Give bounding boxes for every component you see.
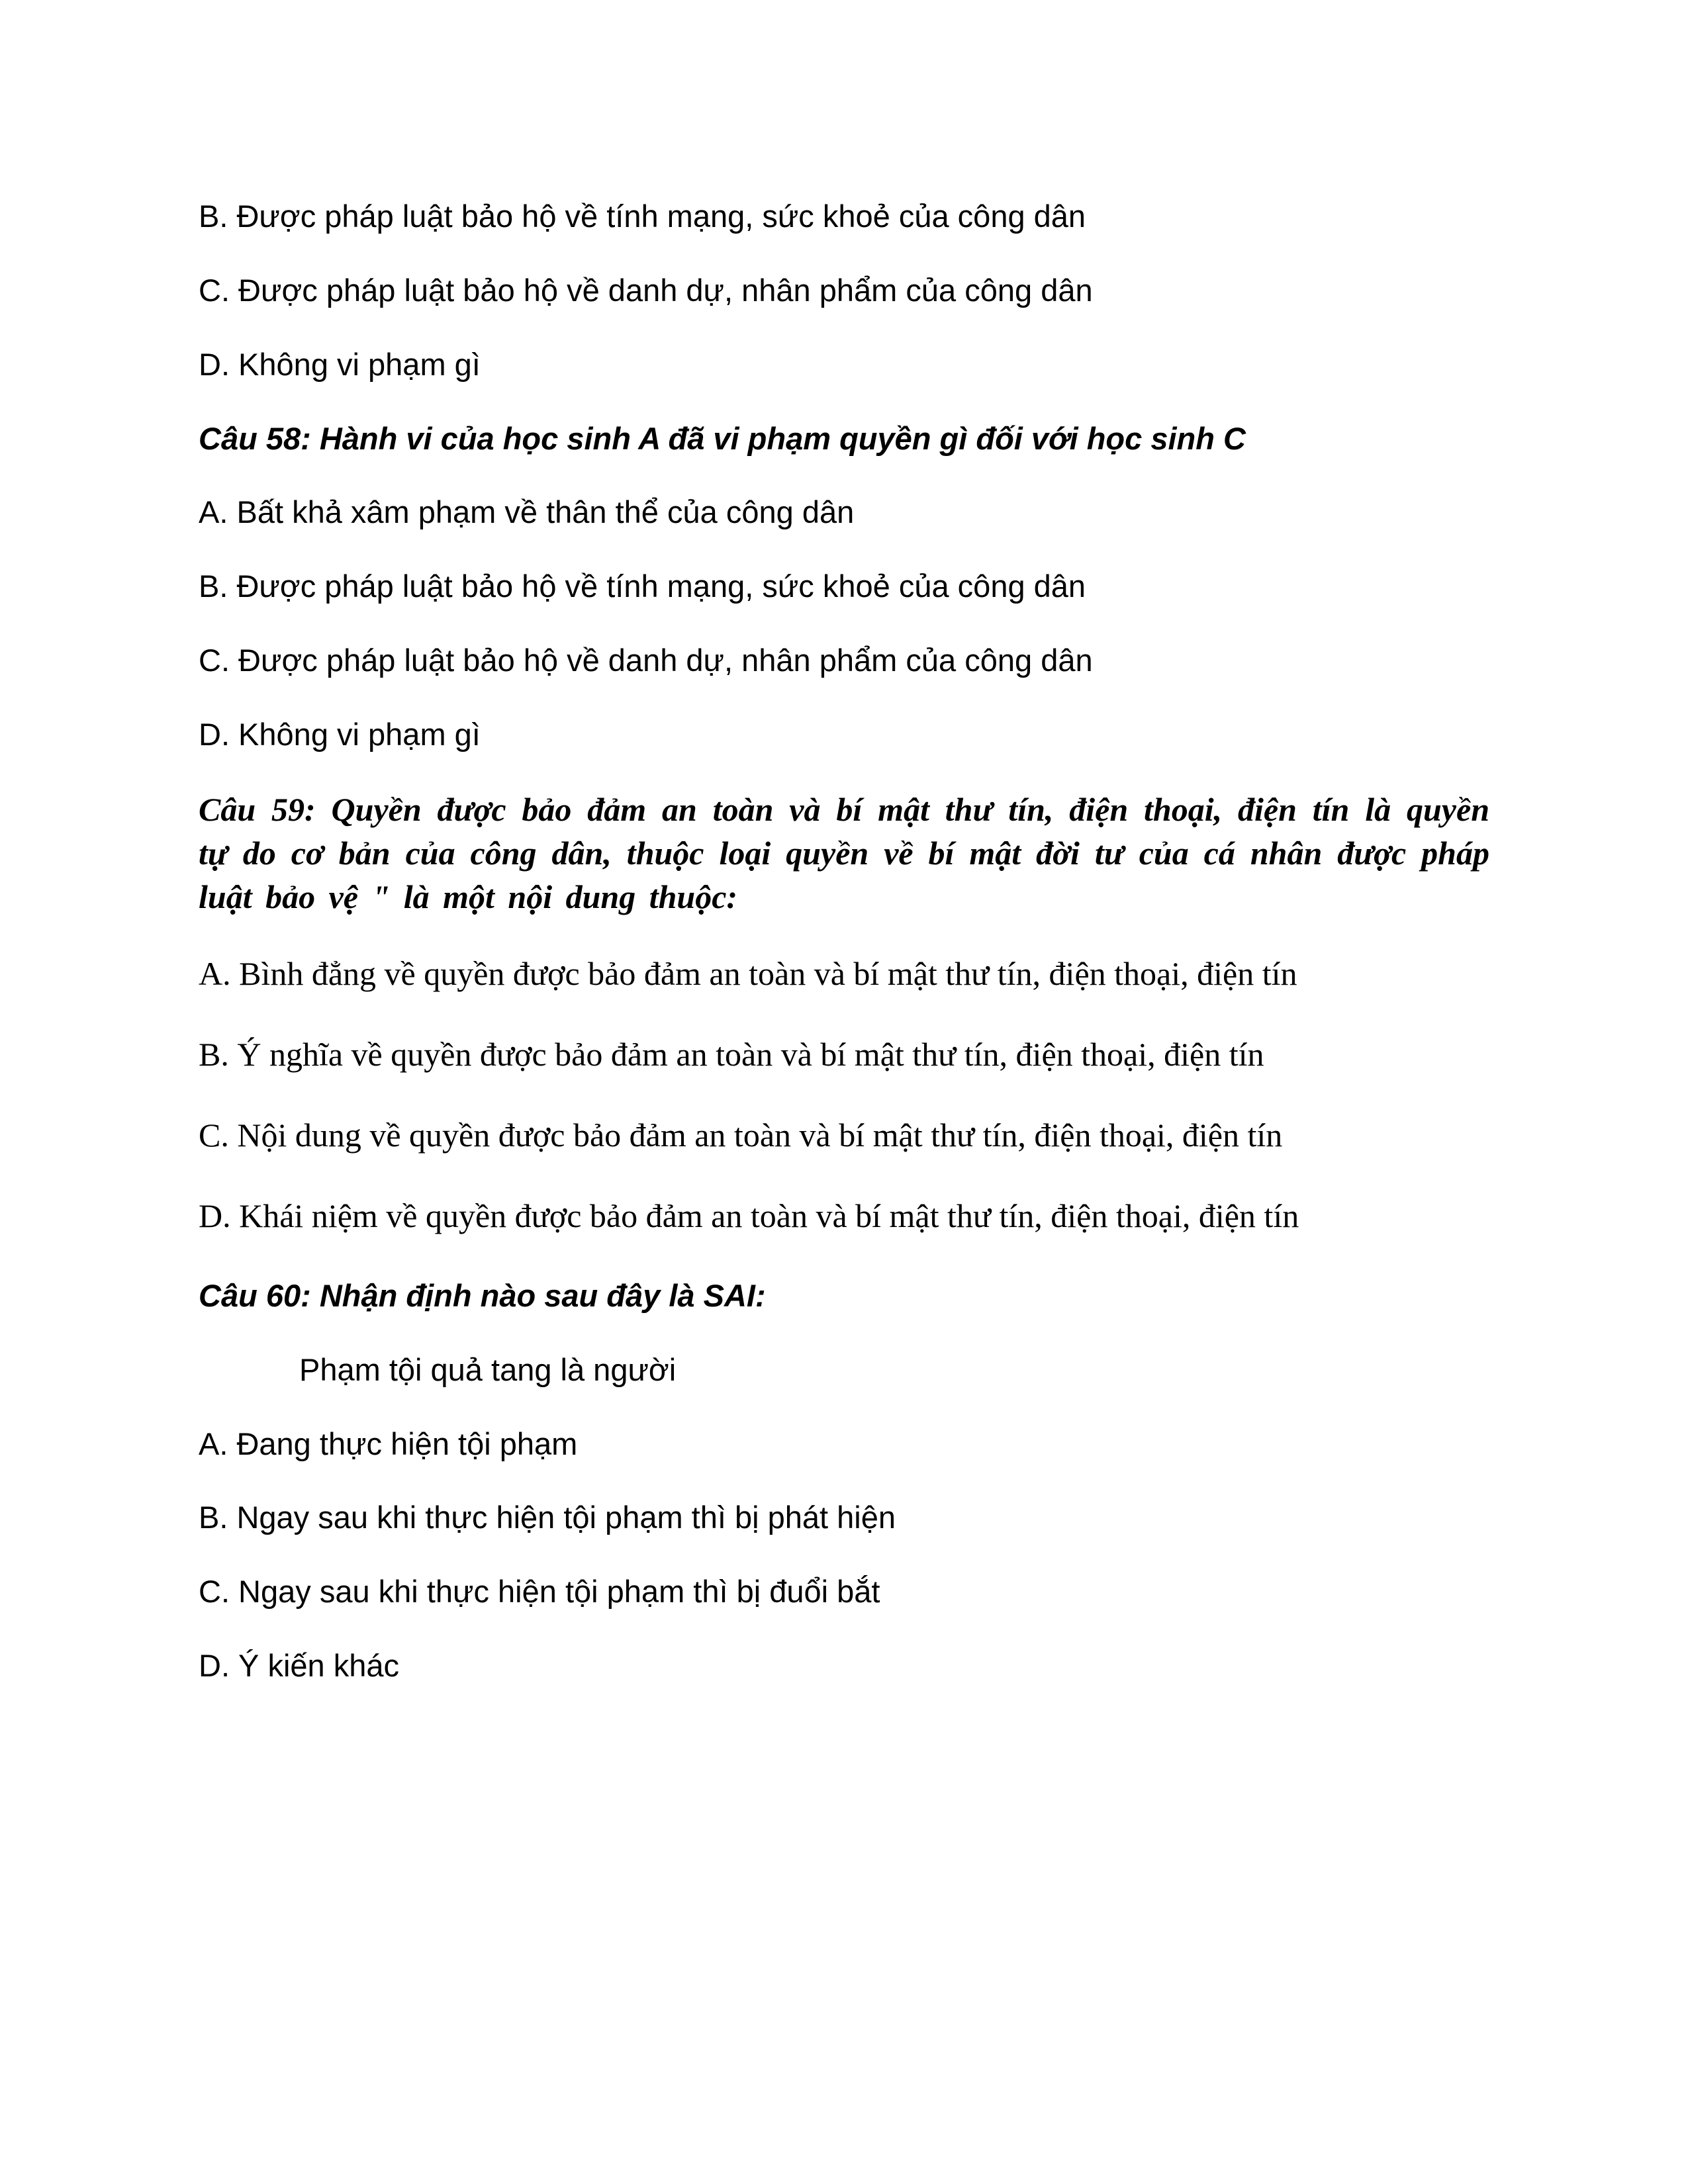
question-59-option-c: C. Nội dung về quyền được bảo đảm an toàn và bí mật thư tín, điện thoại, điện tín <box>199 1116 1283 1154</box>
question-60-option-a: A. Đang thực hiện tội phạm <box>199 1426 578 1461</box>
question-60-heading: Câu 60: Nhận định nào sau đây là SAI: <box>199 1277 766 1313</box>
answer-option-c: C. Được pháp luật bảo hộ về danh dự, nhân phẩm của công dân <box>199 272 1093 308</box>
question-60-option-d: D. Ý kiến khác <box>199 1648 400 1684</box>
question-59-heading: Câu 59: Quyền được bảo đảm an toàn và bí mật thư tín, điện thoại, điện tín là quyền tự do cơ bản của công dân, thuộc loại quyền về bí mật đời tư của cá nhân được pháp luật bảo vệ " là một nội dung thuộc: <box>199 790 1489 915</box>
question-58-option-c: C. Được pháp luật bảo hộ về danh dự, nhân phẩm của công dân <box>199 643 1093 678</box>
question-58-option-b: B. Được pháp luật bảo hộ về tính mạng, sức khoẻ của công dân <box>199 569 1086 604</box>
answer-option-d: D. Không vi phạm gì <box>199 346 481 382</box>
question-59-option-a: A. Bình đẳng về quyền được bảo đảm an toàn và bí mật thư tín, điện thoại, điện tín <box>199 954 1297 992</box>
question-58-heading: Câu 58: Hành vi của học sinh A đã vi phạm quyền gì đối với học sinh C <box>199 420 1246 456</box>
answer-option-b: B. Được pháp luật bảo hộ về tính mạng, sức khoẻ của công dân <box>199 199 1086 234</box>
question-58-option-d: D. Không vi phạm gì <box>199 717 481 752</box>
question-60-subtext: Phạm tội quả tang là người <box>299 1351 677 1387</box>
question-58-option-a: A. Bất khả xâm phạm về thân thể của công dân <box>199 494 855 530</box>
question-60-option-b: B. Ngay sau khi thực hiện tội phạm thì bị phát hiện <box>199 1500 896 1535</box>
question-59-option-d: D. Khái niệm về quyền được bảo đảm an toàn và bí mật thư tín, điện thoại, điện tín <box>199 1197 1299 1234</box>
question-60-option-c: C. Ngay sau khi thực hiện tội phạm thì bị đuổi bắt <box>199 1574 880 1610</box>
question-59-option-b: B. Ý nghĩa về quyền được bảo đảm an toàn và bí mật thư tín, điện thoại, điện tín <box>199 1035 1264 1073</box>
